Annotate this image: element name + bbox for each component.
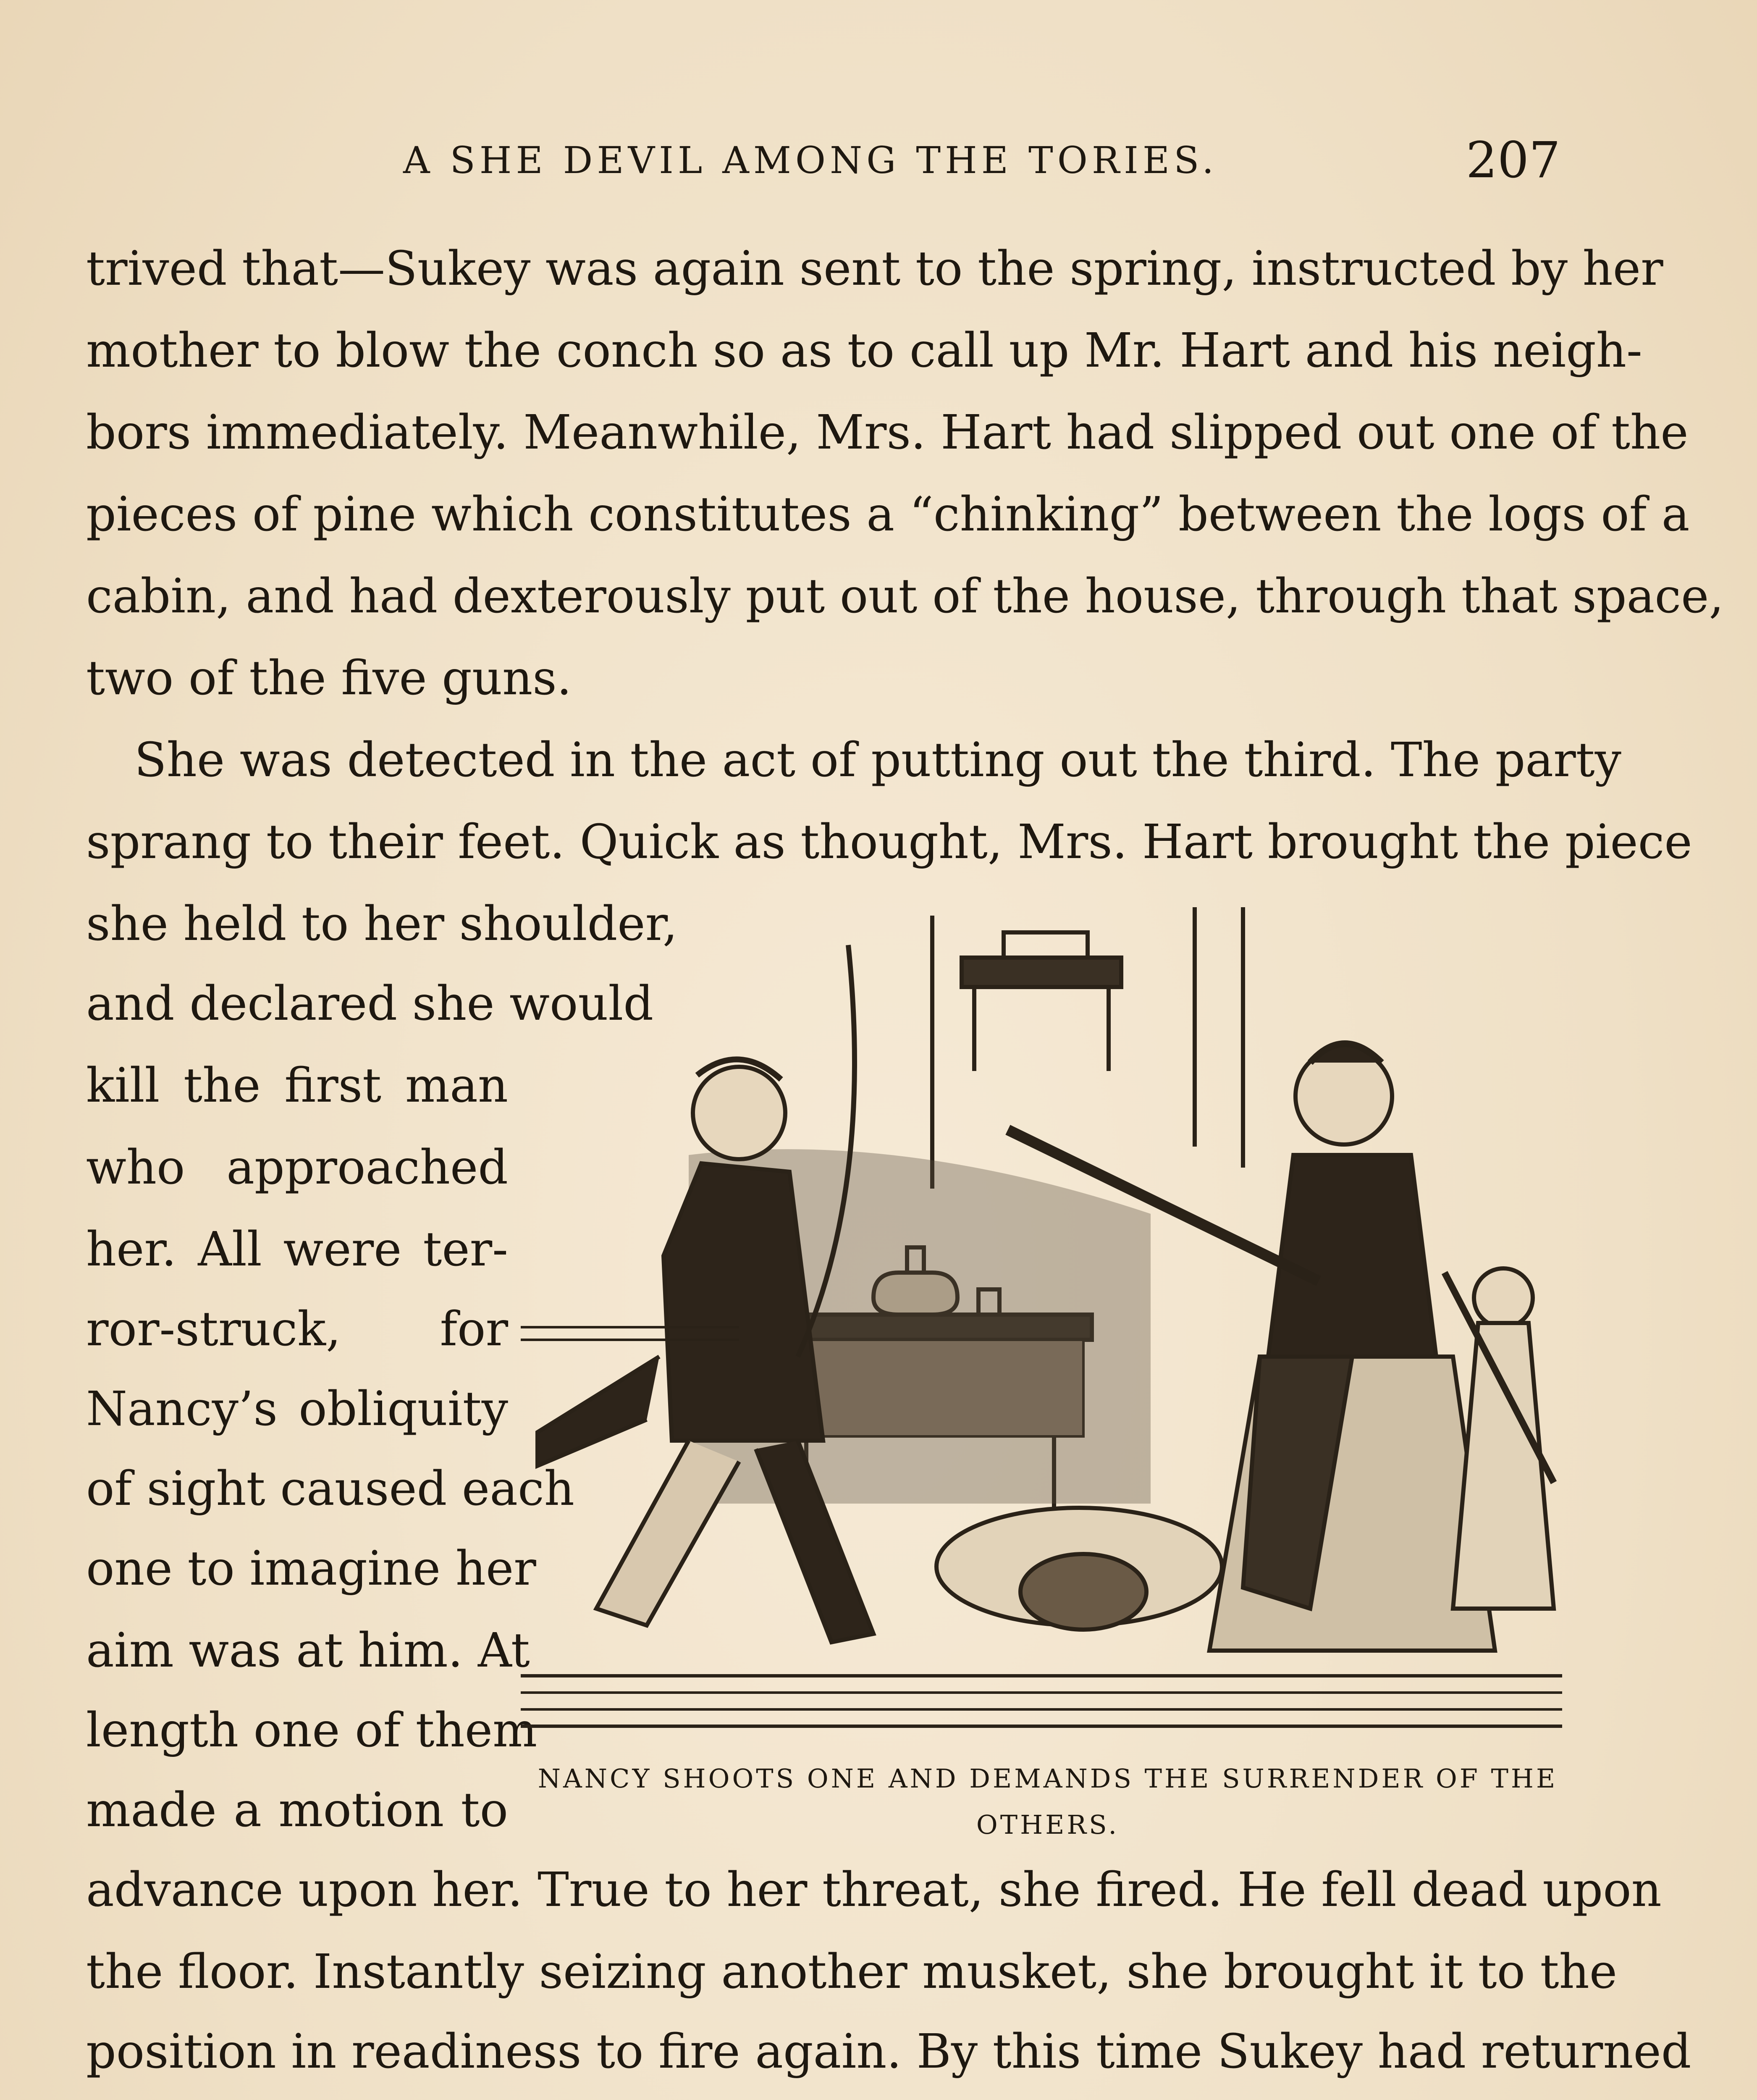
text-line: ror-struck, for xyxy=(86,1302,508,1357)
text-line: and declared she would xyxy=(86,976,654,1031)
text-line: trived that—Sukey was again sent to the spring, instructed by her xyxy=(86,242,1663,296)
illustration-caption xyxy=(529,1756,1566,1848)
text-line: the floor. Instantly seizing another musket, she brought it to the xyxy=(86,1945,1618,1999)
caption-line: OTHERS. xyxy=(976,1809,1120,1840)
text-line: position in readiness to fire again. By this time Sukey had returned xyxy=(86,2024,1691,2079)
engraving-illustration xyxy=(521,895,1562,1756)
text-line: made a motion to xyxy=(86,1783,508,1838)
text-line: aim was at him. At xyxy=(86,1623,530,1678)
text-line: one to imagine her xyxy=(86,1541,536,1596)
text-line: mother to blow the conch so as to call up Mr. Hart and his neigh- xyxy=(86,323,1642,378)
text-line: two of the five guns. xyxy=(86,651,572,706)
text-line: cabin, and had dexterously put out of the house, through that space, xyxy=(86,569,1724,624)
text-line: sprang to their feet. Quick as thought, Mrs. Hart brought the piece xyxy=(86,815,1692,869)
text-line: of sight caused each xyxy=(86,1462,574,1516)
text-line: bors immediately. Meanwhile, Mrs. Hart had slipped out one of the xyxy=(86,405,1689,460)
text-line: kill the first man xyxy=(86,1058,508,1113)
text-line: Nancy’s obliquity xyxy=(86,1382,508,1436)
text-line: she held to her shoulder, xyxy=(86,897,678,951)
text-line: pieces of pine which constitutes a “chinking” between the logs of a xyxy=(86,487,1690,542)
text-line: her. All were ter- xyxy=(86,1222,508,1277)
text-line: length one of them xyxy=(86,1703,538,1758)
running-title: A SHE DEVIL AMONG THE TORIES. xyxy=(403,139,1218,182)
text-line: advance upon her. True to her threat, she fired. He fell dead upon xyxy=(86,1863,1662,1917)
text-line: who approached xyxy=(86,1140,508,1195)
page-number: 207 xyxy=(1466,131,1560,189)
text-line: She was detected in the act of putting out the third. The party xyxy=(134,733,1621,788)
caption-line: NANCY SHOOTS ONE AND DEMANDS THE SURRENDER OF THE xyxy=(538,1763,1558,1794)
